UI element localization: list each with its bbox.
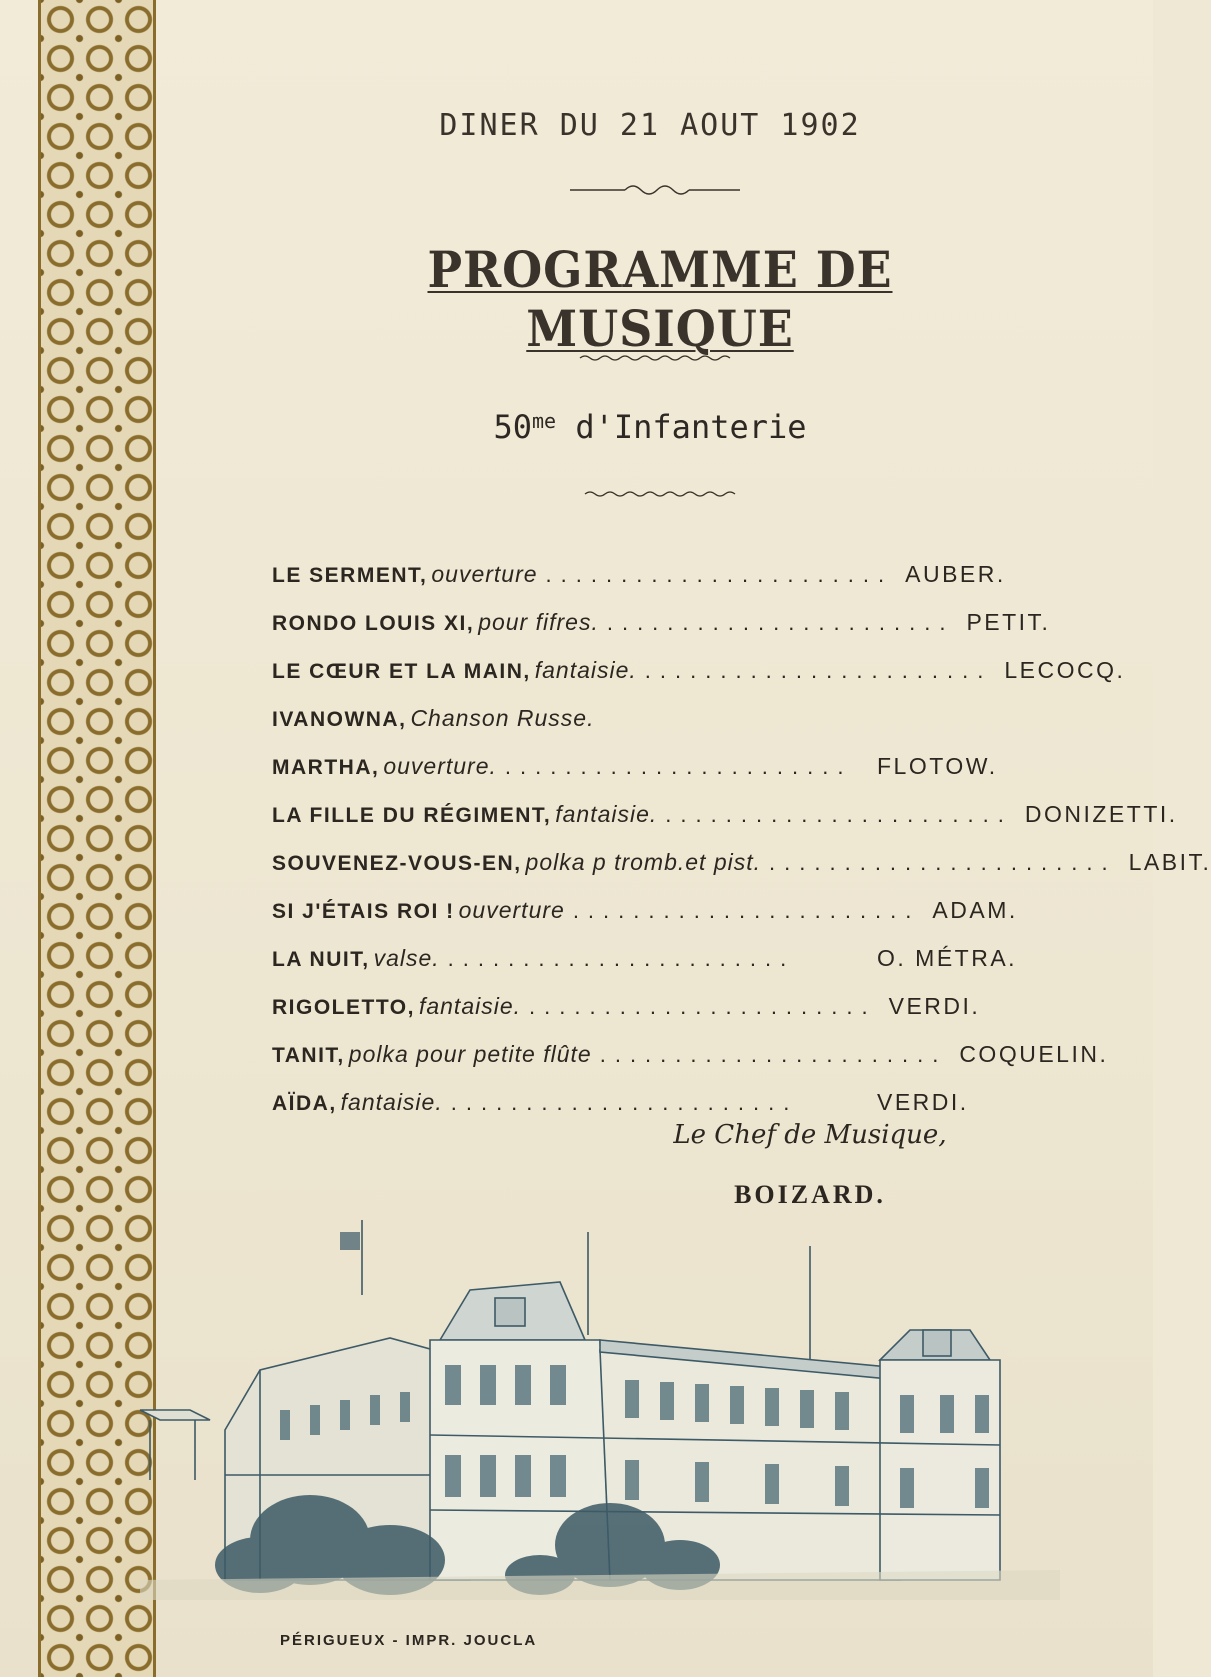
program-item	[272, 598, 1052, 646]
piece-description: valse.	[373, 945, 440, 971]
composer: VERDI.	[888, 993, 981, 1019]
piece-description: ouverture.	[383, 753, 497, 779]
chateau-illustration-icon	[140, 1220, 1060, 1600]
piece-title: TANIT,	[272, 1044, 345, 1067]
piece-description: Chanson Russe.	[410, 705, 595, 731]
leader-dots: .......................	[545, 562, 894, 587]
flourish-icon	[585, 488, 735, 502]
piece-title: SI J'ÉTAIS ROI !	[272, 900, 455, 923]
composer: AUBER.	[905, 561, 1006, 587]
program-item	[272, 1030, 1109, 1078]
leader-dots: .......................	[447, 946, 796, 971]
programme-title: PROGRAMME DE MUSIQUE	[427, 240, 893, 358]
composer: LECOCQ.	[1004, 657, 1126, 683]
leader-dots: .......................	[529, 994, 877, 1019]
piece-description: fantaisie.	[418, 993, 522, 1019]
piece-description: ouverture	[431, 561, 538, 587]
conductor-title: Le Chef de Musique,	[673, 1120, 947, 1150]
program-item	[272, 1078, 1052, 1126]
regiment-number: 50	[493, 408, 532, 446]
composer: COQUELIN.	[959, 1041, 1109, 1067]
program-item	[272, 982, 1052, 1030]
piece-description: fantaisie.	[534, 657, 637, 683]
leader-dots: .......................	[504, 754, 853, 779]
regiment-text: d'Infanterie	[556, 408, 807, 446]
piece-title: RONDO LOUIS XI,	[272, 612, 475, 635]
piece-title: IVANOWNA,	[272, 708, 407, 731]
flourish-icon	[580, 352, 730, 366]
program-item	[272, 742, 1052, 790]
program-item	[272, 646, 1126, 694]
piece-title: LE CŒUR ET LA MAIN,	[272, 660, 531, 683]
leader-dots: .......................	[450, 1090, 799, 1115]
conductor-name: BOIZARD.	[734, 1180, 886, 1209]
regiment-suffix: me	[531, 409, 557, 433]
leader-dots: .......................	[606, 610, 955, 635]
composer: LABIT.	[1128, 849, 1211, 875]
dinner-date: DINER DU 21 AOUT 1902	[439, 108, 861, 143]
piece-title: SOUVENEZ-VOUS-EN,	[272, 852, 522, 875]
leader-dots: .......................	[769, 850, 1117, 875]
piece-description: polka p tromb.et pist.	[525, 849, 762, 875]
program-item	[272, 934, 1052, 982]
leader-dots: .......................	[599, 1042, 948, 1067]
piece-description: fantaisie.	[340, 1089, 443, 1115]
printer-imprint: PÉRIGUEUX - IMPR. JOUCLA	[280, 1632, 538, 1649]
leader-dots: .......................	[644, 658, 993, 683]
piece-title: MARTHA,	[272, 756, 380, 779]
program-item	[272, 838, 1211, 886]
piece-description: pour fifres.	[478, 609, 599, 635]
leader-dots: .......................	[572, 898, 921, 923]
composer: FLOTOW.	[877, 753, 998, 779]
composer: VERDI.	[877, 1089, 969, 1115]
piece-description: ouverture	[458, 897, 565, 923]
piece-title: AÏDA,	[272, 1092, 337, 1115]
ornamental-border-icon	[38, 0, 156, 1677]
program-item	[272, 886, 1052, 934]
flourish-icon	[570, 182, 740, 196]
composer: DONIZETTI.	[1024, 801, 1178, 827]
piece-title: LE SERMENT,	[272, 564, 428, 587]
piece-title: RIGOLETTO,	[272, 996, 415, 1019]
piece-description: fantaisie.	[555, 801, 658, 827]
program-item	[272, 694, 1052, 742]
composer: O. MÉTRA.	[877, 945, 1018, 971]
piece-title: LA FILLE DU RÉGIMENT,	[272, 804, 552, 827]
regiment-name	[430, 408, 870, 446]
composer: PETIT.	[966, 609, 1051, 635]
piece-description: polka pour petite flûte	[348, 1041, 592, 1067]
program-item	[272, 790, 1178, 838]
leader-dots: .......................	[665, 802, 1013, 827]
program-item	[272, 550, 1052, 598]
composer: ADAM.	[932, 897, 1018, 923]
music-program-list	[272, 550, 1211, 1126]
piece-title: LA NUIT,	[272, 948, 370, 971]
